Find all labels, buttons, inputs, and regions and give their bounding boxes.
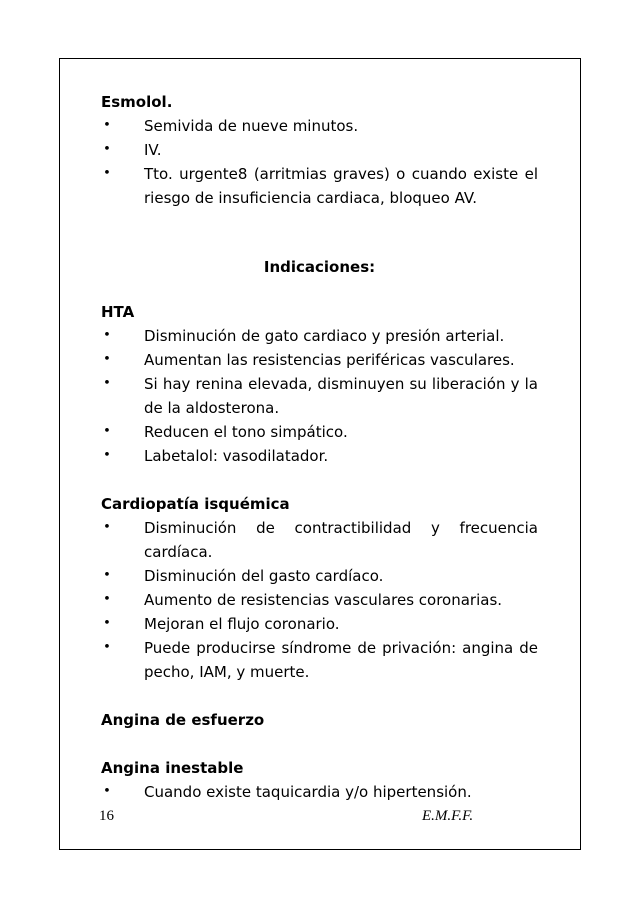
list-item — [101, 420, 538, 444]
section-heading-cardiopatia: Cardiopatía isquémica — [101, 495, 290, 513]
bullet-icon: • — [103, 784, 111, 799]
bullet-icon: • — [103, 424, 111, 439]
list-item-text: Si hay renina elevada, disminuyen su liberación y la de la aldosterona. — [144, 375, 538, 417]
list-item-text: Tto. urgente8 (arritmias graves) o cuando existe el riesgo de insuficiencia cardiaca, bloqueo AV. — [144, 165, 538, 207]
bullet-icon: • — [103, 640, 111, 655]
section-heading-angina-esfuerzo: Angina de esfuerzo — [101, 711, 265, 729]
section-heading-hta: HTA — [101, 303, 135, 321]
section-heading-esmolol: Esmolol. — [101, 93, 173, 111]
list-item — [101, 162, 538, 210]
list-item — [101, 612, 538, 636]
list-item-text: Cuando existe taquicardia y/o hipertensión. — [144, 783, 472, 801]
list-item — [101, 588, 538, 612]
list-item-text: Aumentan las resistencias periféricas vasculares. — [144, 351, 515, 369]
list-item — [101, 372, 538, 420]
list-item — [101, 114, 538, 138]
bullet-icon: • — [103, 166, 111, 181]
list-item-text: Disminución de contractibilidad y frecuencia cardíaca. — [144, 519, 538, 561]
list-item-text: Mejoran el flujo coronario. — [144, 615, 340, 633]
list-item-text: Reducen el tono simpático. — [144, 423, 348, 441]
footer-author: E.M.F.F. — [422, 808, 474, 824]
list-item-text: Aumento de resistencias vasculares coronarias. — [144, 591, 503, 609]
hta-list — [101, 324, 538, 468]
bullet-icon: • — [103, 376, 111, 391]
list-item — [101, 636, 538, 684]
esmolol-list — [101, 114, 538, 210]
page-content — [101, 90, 538, 804]
list-item-text: Semivida de nueve minutos. — [144, 117, 359, 135]
indicaciones-heading: Indicaciones: — [263, 258, 376, 276]
list-item — [101, 444, 538, 468]
bullet-icon: • — [103, 142, 111, 157]
bullet-icon: • — [103, 520, 111, 535]
list-item — [101, 516, 538, 564]
angina-inestable-list — [101, 780, 538, 804]
list-item-text: Puede producirse síndrome de privación: angina de pecho, IAM, y muerte. — [144, 639, 538, 681]
section-heading-angina-inestable: Angina inestable — [101, 759, 244, 777]
list-item — [101, 324, 538, 348]
cardiopatia-list — [101, 516, 538, 684]
list-item-text: IV. — [144, 141, 162, 159]
bullet-icon: • — [103, 352, 111, 367]
bullet-icon: • — [103, 118, 111, 133]
list-item — [101, 348, 538, 372]
list-item — [101, 138, 538, 162]
list-item — [101, 780, 538, 804]
bullet-icon: • — [103, 592, 111, 607]
bullet-icon: • — [103, 448, 111, 463]
bullet-icon: • — [103, 616, 111, 631]
list-item — [101, 564, 538, 588]
list-item-text: Disminución del gasto cardíaco. — [144, 567, 384, 585]
bullet-icon: • — [103, 568, 111, 583]
list-item-text: Labetalol: vasodilatador. — [144, 447, 329, 465]
list-item-text: Disminución de gato cardiaco y presión arterial. — [144, 327, 505, 345]
bullet-icon: • — [103, 328, 111, 343]
page-number: 16 — [99, 808, 114, 824]
